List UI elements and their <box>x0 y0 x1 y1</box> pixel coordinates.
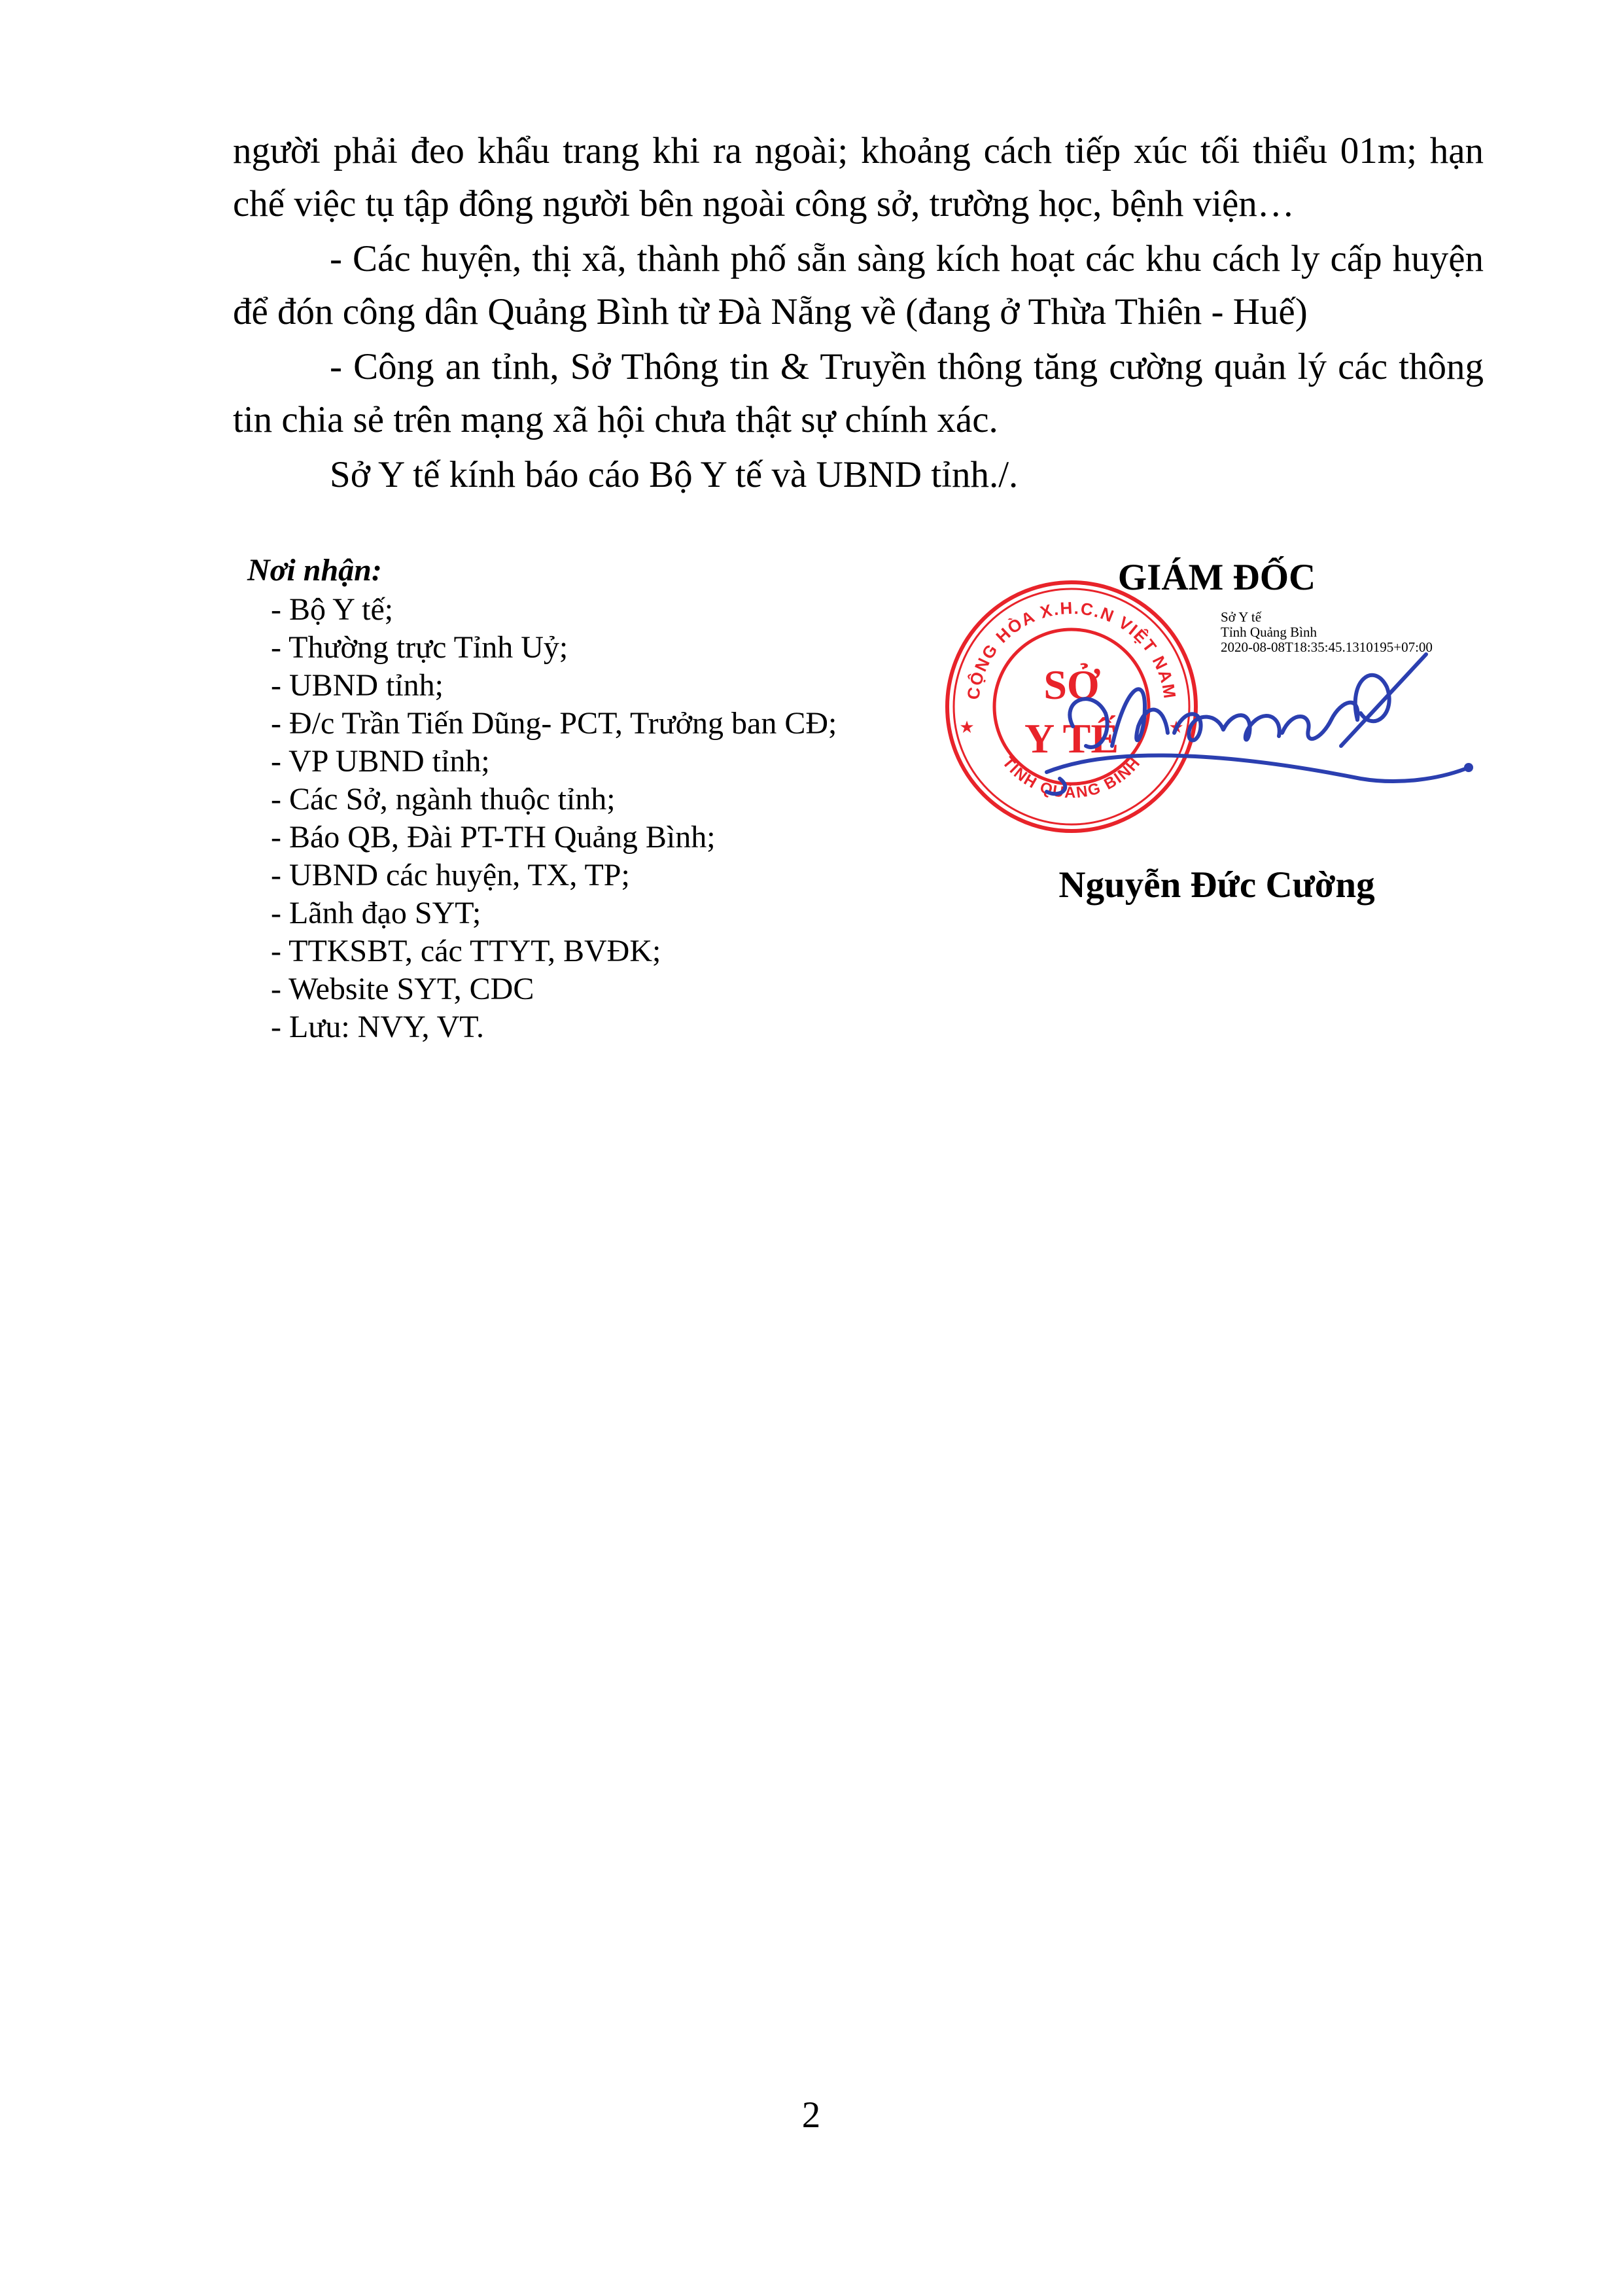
paragraph-closing: Sở Y tế kính báo cáo Bộ Y tế và UBND tỉnh./. <box>330 454 1019 495</box>
page-number: 2 <box>801 2094 821 2136</box>
signer-name: Nguyễn Đức Cường <box>1058 864 1375 906</box>
recipient-item: - UBND tỉnh; <box>271 668 444 703</box>
stamp-center-line1: SỞ <box>1043 662 1100 708</box>
recipient-item: - Website SYT, CDC <box>271 972 534 1006</box>
svg-text:★: ★ <box>1168 717 1184 737</box>
digital-signature-province: Tỉnh Quảng Bình <box>1221 624 1317 640</box>
body-text <box>233 124 1484 503</box>
recipient-item: - Lưu: NVY, VT. <box>271 1010 485 1044</box>
stamp-outer-top: CỘNG HÒA X.H.C.N VIỆT NAM <box>963 597 1180 701</box>
recipient-item: - Lãnh đạo SYT; <box>271 896 481 930</box>
paragraph-continuation: người phải đeo khẩu trang khi ra ngoài; khoảng cách tiếp xúc tối thiểu 01m; hạn chế việc tụ tập đông người bên ngoài công sở, trường học, bệnh viện… <box>233 130 1484 224</box>
stamp-outer-bottom: TỈNH QUẢNG BÌNH <box>998 753 1145 802</box>
handwritten-signature-icon <box>1034 648 1492 818</box>
recipients-block <box>247 552 967 1046</box>
recipient-item: - Bộ Y tế; <box>271 592 394 627</box>
recipient-item: - UBND các huyện, TX, TP; <box>271 858 630 892</box>
digital-signature-timestamp: 2020-08-08T18:35:45.1310195+07:00 <box>1221 639 1433 655</box>
recipient-item: - TTKSBT, các TTYT, BVĐK; <box>271 934 661 968</box>
paragraph-quarantine: - Các huyện, thị xã, thành phố sẵn sàng kích hoạt các khu cách ly cấp huyện để đón công dân Quảng Bình từ Đà Nẵng về (đang ở Thừa Thiên - Huế) <box>233 238 1484 332</box>
recipient-item: - Báo QB, Đài PT-TH Quảng Bình; <box>271 820 716 855</box>
recipients-heading: Nơi nhận: <box>247 553 382 588</box>
digital-signature-org: Sở Y tế <box>1221 609 1262 625</box>
svg-text:★: ★ <box>959 717 975 737</box>
recipient-item: - Thường trực Tỉnh Uỷ; <box>271 630 568 665</box>
paragraph-police-info: - Công an tỉnh, Sở Thông tin & Truyền thông tăng cường quản lý các thông tin chia sẻ trên mạng xã hội chưa thật sự chính xác. <box>233 346 1484 440</box>
signer-title: GIÁM ĐỐC <box>1117 557 1316 598</box>
recipient-item: - Đ/c Trần Tiến Dũng- PCT, Trưởng ban CĐ; <box>271 706 837 741</box>
stamp-center-line2: Y TẾ <box>1024 715 1119 762</box>
recipient-item: - VP UBND tỉnh; <box>271 744 490 779</box>
recipient-item: - Các Sở, ngành thuộc tỉnh; <box>271 782 616 817</box>
recipients-list <box>247 591 967 1046</box>
